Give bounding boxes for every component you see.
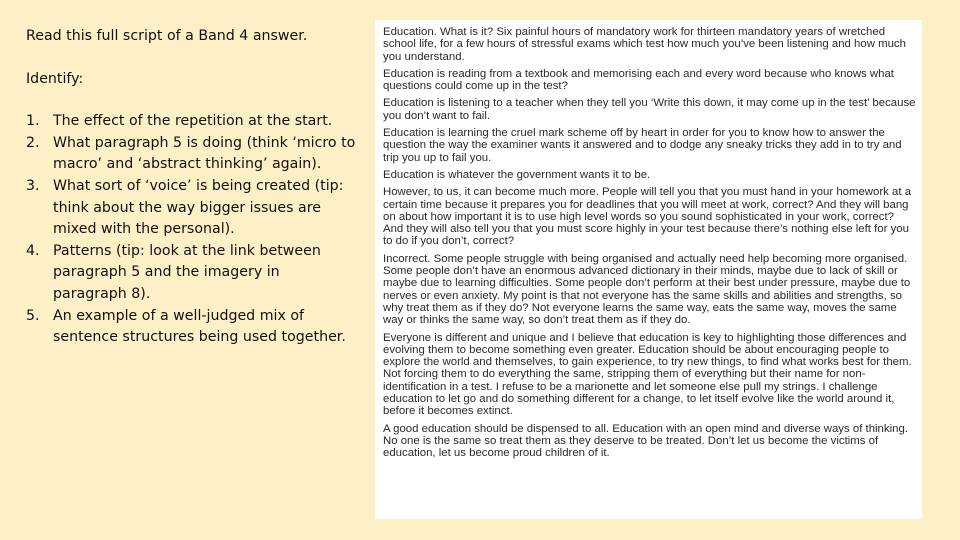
question-item [26, 241, 356, 306]
question-list [26, 111, 356, 349]
question-text: What sort of ‘voice’ is being created (tip: think about the way bigger issues are mixed with the personal). [53, 177, 344, 238]
instruction-intro: Read this full script of a Band 4 answer. [26, 28, 308, 44]
script-paragraph: Education is whatever the government wants it to be. [383, 168, 651, 181]
script-paragraph: A good education should be dispensed to all. Education with an open mind and diverse ways of thinking. No one is the same so treat them as they deserve to be treated. Don’t let us become the victims of education, let us become proud children of it. [383, 422, 908, 460]
question-text: An example of a well-judged mix of sentence structures being used together. [53, 307, 346, 346]
answer-script-image [375, 20, 922, 519]
script-paragraph: However, to us, it can become much more. People will tell you that you must hand in your homework at a certain time because it prepares you for deadlines that you will meet at work, correct? And they will bang on about how important it is to use high level words so you sound sophisticated in your work, correct? And they will also tell you that you must score highly in your test because there’s nothing else left for you to do if you don’t, correct? [383, 186, 912, 248]
instructions-panel [26, 26, 356, 349]
question-text: The effect of the repetition at the start. [53, 113, 333, 130]
question-item [26, 133, 356, 176]
script-paragraph: Education is reading from a textbook and memorising each and every word because who knows what questions could come up in the test? [383, 67, 894, 93]
question-item [26, 306, 356, 349]
question-number: 2. [26, 134, 40, 151]
script-paragraph: Incorrect. Some people struggle with being organised and actually need help becoming more organised. Some people don’t have an enormous advanced dictionary in their minds, maybe due to lack of skill or maybe due to learning difficulties. Some people don’t perform at their best under pressure, maybe due to nerves or even anxiety. My point is that not everyone has the same skills and abilities and strengths, so why treat them as if they do? Not everyone learns the same way, eats the same way, moves the same way or thinks the same way, so don’t treat them as if they do. [383, 252, 911, 327]
question-item [26, 111, 356, 133]
question-number: 4. [26, 242, 40, 259]
script-paragraph: Everyone is different and unique and I believe that education is key to highlighting those differences and evolving them to become something even greater. Education should be about encouraging people to explore the world and themselves, to gain experience, to try new things, to find what works best for them. Not forcing them to do everything the same, stripping them of everything but their name for non-identification in a test. I refuse to be a marionette and let someone else pull my strings. I challenge education to let go and do something different for a change, to let itself evolve like the world around it, before it becomes extinct. [383, 331, 912, 418]
question-text: What paragraph 5 is doing (think ‘micro to macro’ and ‘abstract thinking’ again). [53, 134, 356, 173]
script-paragraph: Education is learning the cruel mark scheme off by heart in order for you to know how to answer the question the way the examiner wants it answered and to dodge any sneaky tricks they add in to try and trip you up to fail you. [383, 127, 902, 164]
identify-label: Identify: [26, 70, 84, 87]
script-paragraph: Education is listening to a teacher when they tell you ‘Write this down, it may come up in the test’ because you don’t want to fail. [383, 97, 916, 122]
question-item [26, 176, 356, 241]
question-text: Patterns (tip: look at the link between paragraph 5 and the imagery in paragraph 8). [53, 242, 321, 302]
question-number: 1. [26, 113, 40, 130]
question-number: 5. [26, 307, 40, 324]
script-paragraph: Education. What is it? Six painful hours of mandatory work for thirteen mandatory years of wretched school life, for a few hours of stressful exams which test how much you’ve been listening and how much you understand. [383, 26, 906, 63]
question-number: 3. [26, 177, 40, 194]
